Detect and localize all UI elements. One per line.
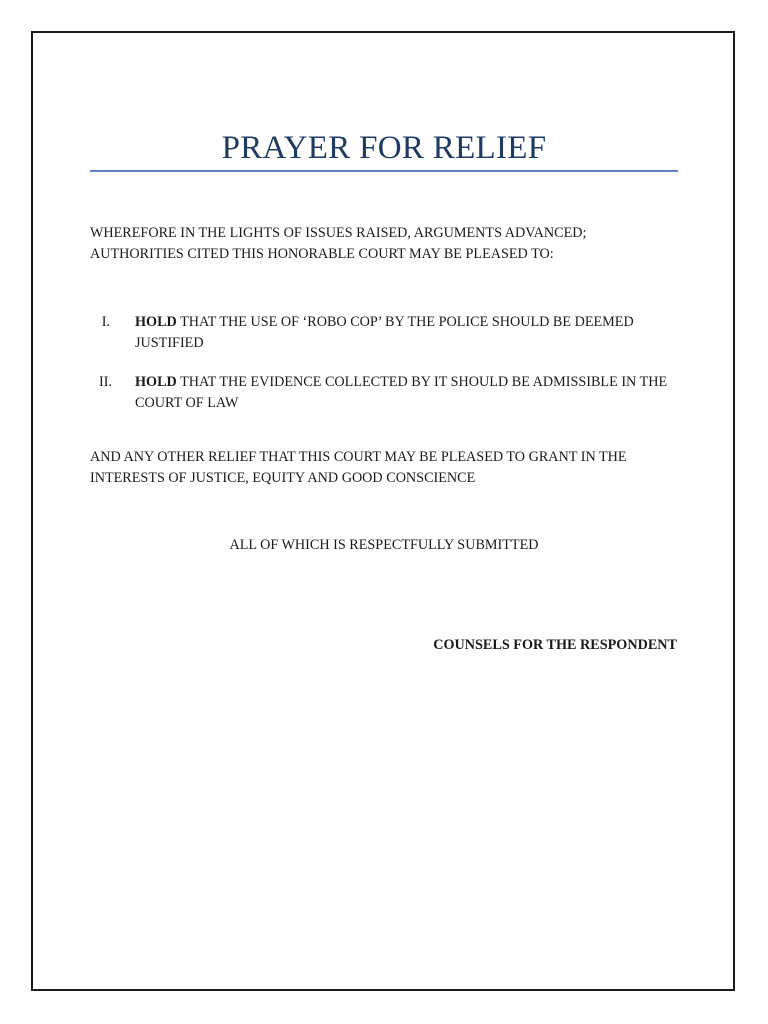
prayer-keyword: HOLD xyxy=(135,374,177,390)
title-underline-rule xyxy=(90,170,678,172)
prayer-numeral: II. xyxy=(99,374,112,390)
intro-paragraph: WHEREFORE IN THE LIGHTS OF ISSUES RAISED, ARGUMENTS ADVANCED; AUTHORITIES CITED THIS HONORABLE COURT MAY BE PLEASED TO: xyxy=(90,225,587,262)
closing-paragraph: AND ANY OTHER RELIEF THAT THIS COURT MAY BE PLEASED TO GRANT IN THE INTERESTS OF JUSTICE, EQUITY AND GOOD CONSCIENCE xyxy=(90,449,627,486)
prayer-numeral: I. xyxy=(101,314,110,330)
prayer-text xyxy=(135,372,680,414)
prayer-keyword: HOLD xyxy=(135,314,177,330)
prayer-body: THAT THE USE OF ‘ROBO COP’ BY THE POLICE SHOULD BE DEEMED JUSTIFIED xyxy=(135,314,634,351)
signature-line: COUNSELS FOR THE RESPONDENT xyxy=(433,637,677,653)
document-title: PRAYER FOR RELIEF xyxy=(221,130,547,166)
prayer-body: THAT THE EVIDENCE COLLECTED BY IT SHOULD BE ADMISSIBLE IN THE COURT OF LAW xyxy=(135,374,668,411)
submission-line: ALL OF WHICH IS RESPECTFULLY SUBMITTED xyxy=(229,537,539,553)
page-border xyxy=(31,31,735,991)
prayer-text xyxy=(135,312,680,354)
